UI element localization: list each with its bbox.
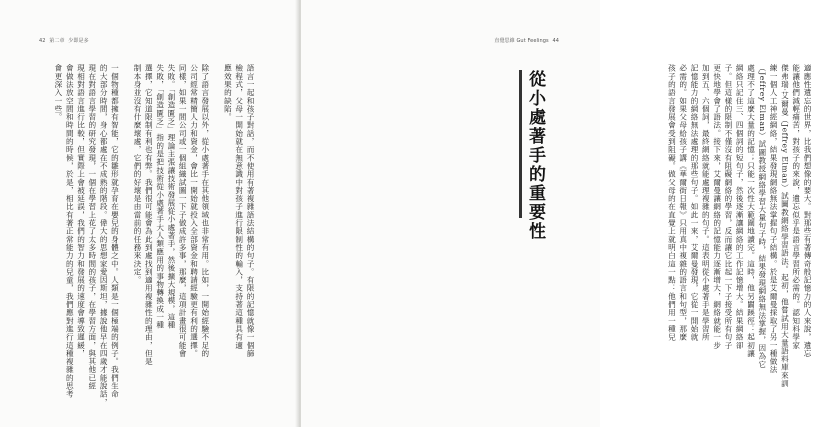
left-page-text [48,64,256,407]
left-page-text-column: 公司經常精簡人力和資金，會比一開始就投入全部資金和聘請經驗更有利的選擇。 [189,64,199,358]
right-page [301,0,812,427]
right-page-text-column: 記憶能力的網絡無法處理的那些句子。如此一來，艾爾曼發現，它從一開始就 [690,64,700,342]
left-page-text-column: 一個物種都擁有智能，它的雛形就孕育在嬰兒的身體之中。人類是一個極端的例子。我們生命 [110,64,120,399]
section-title-rule [519,70,522,218]
left-page-number: 42 [39,38,46,44]
left-page-text-column [211,64,222,348]
left-page-text-column: 制本身並沒有什麼壞處，它們的好壞是由當前的任務來決定。 [133,64,143,285]
right-page-text-column: 適應性遺忘的世界，比我們想像的要大。對那些有著傳奇般記憶力的人來說，遺忘 [803,64,812,358]
left-page-text-column [120,64,131,348]
right-page-text-column: 練一個人工神經網絡，結果發現網絡無法掌握句子結構。於是艾爾曼採取了另一種做法 [769,64,779,374]
right-page-text-column: 更快地學會了語法。接下來，艾爾曼讓網絡的記憶能力逐漸增大，網絡就能一步 [712,64,722,350]
left-page-text-column: 應效果的缺陷。 [223,64,233,122]
right-page-text-column: 子。但這樣的限制不僅沒有阻礙網絡的學習，反而讓它比起一下子接受所有句子 [723,64,733,350]
right-page-text-column: 必需的。如果父母給孩子講《華爾街日報》只用真中複雜的語言和句型，那麼 [678,64,688,342]
left-page-text-column: 失敗，「創造匱乏」指的是把技術從小處著手大人類應用的事物轉換成一種 [155,64,165,330]
left-page-text-column: 語言一起和孩子對話，而不使用有著複雜語法結構的句子。有限的記憶就像一個篩 [246,64,255,358]
right-page-text-column: 能讓他們減輕痛苦，對孩子的來說，遺忘似乎是語言學習所必需的。認知科學家 [791,64,801,350]
section-title: 從小處著手的重要性 [525,70,545,241]
left-page [0,0,299,427]
right-page-text-column: （Jeffrey Elman）試圖教授網絡學習大量句子時，結果發現網絡無法掌握，因為它 [757,64,767,369]
right-page-text-column: 加到五、六個詞，最終網絡就能處理複雜的句子。這表明從小處著手是學習所 [701,64,711,342]
left-page-text-column: 選擇，它知道限制有利也有弊。我們很可能會為此到處找到適用複雜性的理由，但是 [144,64,154,366]
right-page-text [653,64,813,388]
left-page-text-column: 現相對語言進行比較，但實際上會被延誤，我們的智力和發展的速度會導致遲緩， [76,64,86,358]
right-page-text-column: 處理不了這麼大量的記憶；只能一次性大範圍地讀完。這時，他另闢蹊徑：起初讓 [746,64,756,358]
left-page-text-column: 除了語言發展以外，從小處著手在其他領域也非常有用。比如，一開始經驗不足的 [200,64,210,358]
left-page-text-column: 檢程式，父母一開始就在無意識中對孩子進行限制性的輸入，支持著這種具有適 [234,64,244,350]
left-page-text-column: 會做法放空間和時間的時候，於是，相比有著正常能力的兒童，我們應對進行這種複雜的思考 [65,64,75,399]
left-page-header [39,37,91,44]
right-page-text-column: 傑弗瑞·艾爾曼（Jeffrey Elman）試圖教網絡學習語法。起初，他嘗試用大量語料庫來訓 [780,64,790,388]
left-page-text-column: 會更深入一些。 [53,64,63,122]
right-page-text-column: 網絡只記住三、四個詞的短句子，然後逐漸讓網絡的工作記憶增大。結果網絡卻 [735,64,745,350]
left-page-text-column: 失敗。「創造匱乏」理論主張讓技術發展從小處著手，然後擴大規模，這種 [166,64,176,330]
right-page-number: 44 [552,38,559,44]
left-page-text-column: 現在對語言學習的研究發現，一個在學習上花了太多時間的孩子，在學習方面，與其他已經 [87,64,97,390]
book-title: 直覺思維 Gut Feelings [494,38,549,44]
left-page-text-column: 同樣，如果一間公司或一個組織試圖一下子做成許多事，那麼，這項計畫很可能會 [178,64,188,358]
left-page-text-column: 的大部分時間，身心都處在不成熟的階段。偉大的思想家愛因斯坦，據說他早在四歲才能說話， [99,64,109,407]
right-page-header [494,37,561,44]
chapter-label: 第二章 [49,38,65,44]
right-page-text-column: 孩子的語言發展會受到阻礙。做父母的在直覺上就明白這一點：他們用一種兒 [667,64,677,342]
chapter-title: 少即是多 [68,38,89,44]
